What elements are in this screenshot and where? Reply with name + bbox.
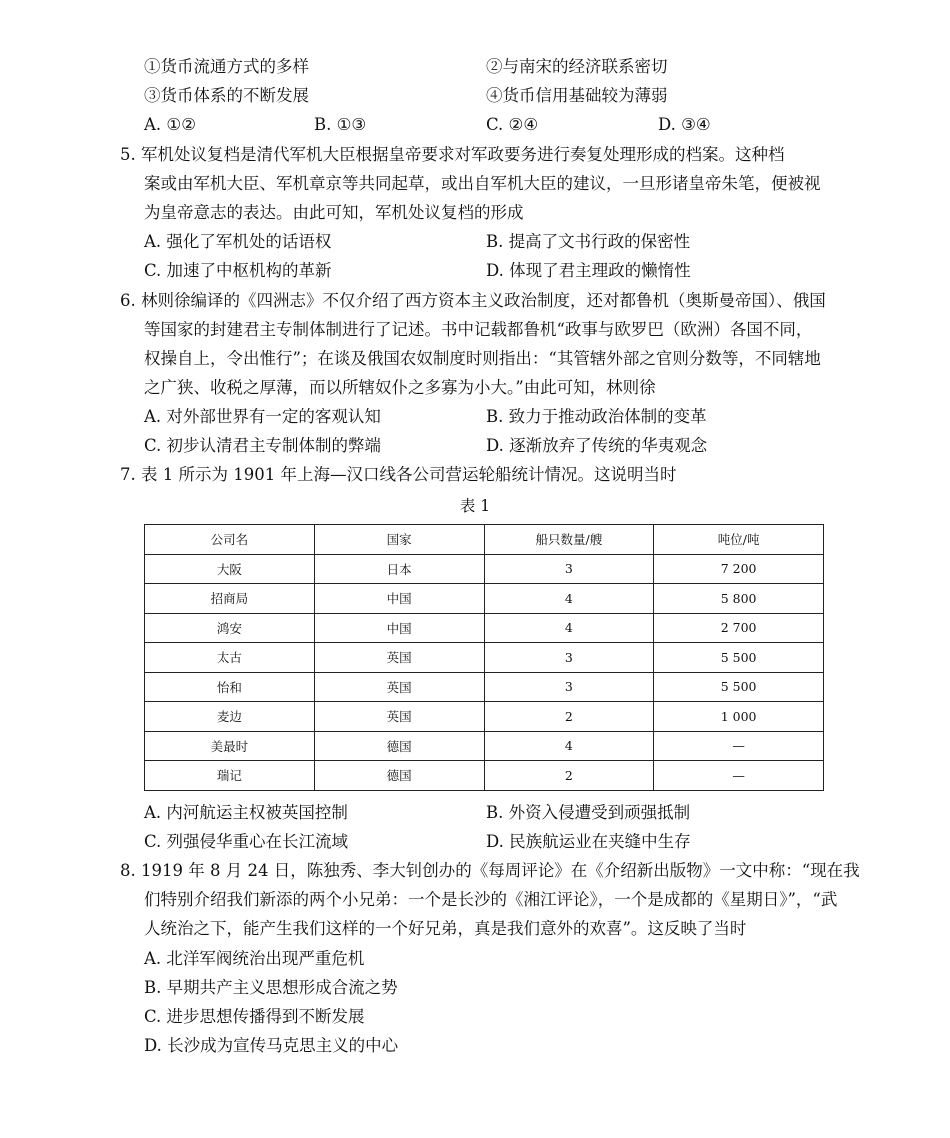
q5-stem-line-2: 案或由军机大臣、军机章京等共同起草，或出自军机大臣的建议，一旦形诸皇帝朱笔，便被视	[144, 174, 821, 193]
q7-option-c: C. 列强侵华重心在长江流域	[144, 832, 349, 851]
table-cell: 招商局	[145, 584, 315, 614]
q5-option-d: D. 体现了君主理政的懒惰性	[486, 261, 691, 280]
q6-option-a: A. 对外部世界有一定的客观认知	[144, 407, 381, 426]
table-cell: 4	[484, 584, 654, 614]
q7-option-b: B. 外资入侵遭受到顽强抵制	[486, 803, 691, 822]
table-cell: 4	[484, 731, 654, 761]
table-cell: 2	[484, 761, 654, 791]
q4-item-3: ③货币体系的不断发展	[144, 86, 309, 105]
table-cell: 英国	[314, 672, 484, 702]
table-cell: 麦边	[145, 702, 315, 732]
table-cell: 3	[484, 643, 654, 673]
q8-option-a: A. 北洋军阀统治出现严重危机	[144, 949, 365, 968]
table-header-row	[145, 525, 824, 555]
table-cell: 美最时	[145, 731, 315, 761]
q8-stem-line-3: 人统治之下，能产生我们这样的一个好兄弟，真是我们意外的欢喜”。这反映了当时	[144, 919, 747, 938]
table-header-cell: 国家	[314, 525, 484, 555]
table-cell: 4	[484, 613, 654, 643]
q6-stem-line-4: 之广狭、收税之厚薄，而以所辖奴仆之多寡为小大。”由此可知，林则徐	[144, 378, 656, 397]
table-cell: 5 500	[654, 672, 824, 702]
table-cell: 大阪	[145, 554, 315, 584]
q5-option-c: C. 加速了中枢机构的革新	[144, 261, 332, 280]
q4-option-c: C. ②④	[486, 115, 539, 134]
table-cell: 英国	[314, 702, 484, 732]
q6-option-b: B. 致力于推动政治体制的变革	[486, 407, 707, 426]
q6-stem-line-2: 等国家的封建君主专制体制进行了记述。书中记载都鲁机“政事与欧罗巴（欧洲）各国不同，	[144, 320, 813, 339]
table-cell: 日本	[314, 554, 484, 584]
table-row	[145, 761, 824, 791]
q5-option-b: B. 提高了文书行政的保密性	[486, 232, 691, 251]
table-cell: —	[654, 761, 824, 791]
q6-stem-line-3: 权操自上，令出惟行”；在谈及俄国农奴制度时则指出：“其管辖外部之官则分数等，不同辖地	[144, 349, 821, 368]
table-cell: 2 700	[654, 613, 824, 643]
q4-item-1: ①货币流通方式的多样	[144, 57, 309, 76]
q8-option-d: D. 长沙成为宣传马克思主义的中心	[144, 1036, 399, 1055]
table-cell: —	[654, 731, 824, 761]
table-cell: 5 800	[654, 584, 824, 614]
table-cell: 太古	[145, 643, 315, 673]
q5-stem-line-3: 为皇帝意志的表达。由此可知，军机处议复档的形成	[144, 203, 524, 222]
shipping-table	[144, 524, 824, 791]
table-cell: 中国	[314, 613, 484, 643]
q5-stem-line-1: 5. 军机处议复档是清代军机大臣根据皇帝要求对军政要务进行奏复处理形成的档案。这种档	[120, 145, 785, 164]
table-cell: 瑞记	[145, 761, 315, 791]
q8-option-c: C. 进步思想传播得到不断发展	[144, 1007, 365, 1026]
q6-option-d: D. 逐渐放弃了传统的华夷观念	[486, 436, 708, 455]
table-cell: 德国	[314, 761, 484, 791]
q6-option-c: C. 初步认清君主专制体制的弊端	[144, 436, 382, 455]
q5-option-a: A. 强化了军机处的话语权	[144, 232, 332, 251]
q4-option-a: A. ①②	[144, 115, 196, 134]
table-header-cell: 公司名	[145, 525, 315, 555]
q4-option-d: D. ③④	[658, 115, 711, 134]
table-cell: 7 200	[654, 554, 824, 584]
q7-stem-line-1: 7. 表 1 所示为 1901 年上海—汉口线各公司营运轮船统计情况。这说明当时	[120, 465, 677, 484]
table-cell: 3	[484, 554, 654, 584]
table-cell: 2	[484, 702, 654, 732]
q8-stem-line-2: 们特别介绍我们新添的两个小兄弟：一个是长沙的《湘江评论》，一个是成都的《星期日》”，“武	[144, 890, 838, 909]
q8-stem-line-1: 8. 1919 年 8 月 24 日，陈独秀、李大钊创办的《每周评论》在《介绍新出版物》一文中称：“现在我	[120, 861, 860, 880]
q7-option-d: D. 民族航运业在夹缝中生存	[486, 832, 691, 851]
table-row	[145, 613, 824, 643]
table-cell: 德国	[314, 731, 484, 761]
table-header-cell: 吨位/吨	[654, 525, 824, 555]
q6-stem-line-1: 6. 林则徐编译的《四洲志》不仅介绍了西方资本主义政治制度，还对都鲁机（奥斯曼帝国）、俄国	[120, 291, 826, 310]
table-cell: 怡和	[145, 672, 315, 702]
table-cell: 英国	[314, 643, 484, 673]
table-row	[145, 672, 824, 702]
table-cell: 鸿安	[145, 613, 315, 643]
table-row	[145, 702, 824, 732]
table-row	[145, 643, 824, 673]
table-row	[145, 554, 824, 584]
q4-item-4: ④货币信用基础较为薄弱	[486, 86, 668, 105]
table-cell: 中国	[314, 584, 484, 614]
table-cell: 1 000	[654, 702, 824, 732]
table-row	[145, 731, 824, 761]
table-cell: 5 500	[654, 643, 824, 673]
q4-option-b: B. ①③	[314, 115, 367, 134]
table-header-cell: 船只数量/艘	[484, 525, 654, 555]
table-caption: 表 1	[459, 497, 491, 515]
q8-option-b: B. 早期共产主义思想形成合流之势	[144, 978, 398, 997]
table-cell: 3	[484, 672, 654, 702]
table-row	[145, 584, 824, 614]
q7-option-a: A. 内河航运主权被英国控制	[144, 803, 348, 822]
q4-item-2: ②与南宋的经济联系密切	[486, 57, 668, 76]
